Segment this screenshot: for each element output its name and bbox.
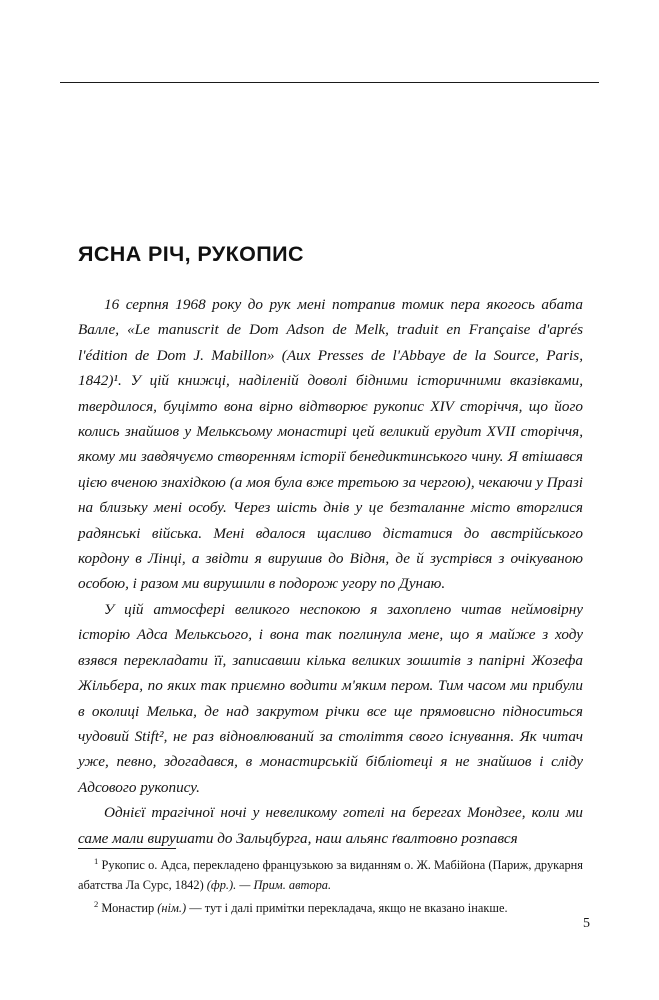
- footnote-2-italic: (нім.): [157, 901, 187, 916]
- footnote-1: [78, 856, 583, 895]
- footnote-1-marker: 1: [94, 855, 99, 866]
- footnote-1-text: Рукопис о. Адса, перекладено французькою за виданням о. Ж. Мабійона (Париж, друкарня абатства Ла Сурс, 1842): [78, 858, 583, 892]
- chapter-title: ЯСНА РІЧ, РУКОПИС: [78, 242, 304, 267]
- paragraph-3: Однієї трагічної ночі у невеликому готелі на берегах Мондзее, коли ми саме мали вирушати до Зальцбурга, наш альянс ґвалтовно розпався: [78, 804, 583, 847]
- page-number: 5: [583, 916, 590, 931]
- footnotes: [78, 856, 583, 923]
- paragraph-2: У цій атмосфері великого неспокою я захоплено читав неймовірну історію Адса Мельксього, і вона так поглинула мене, що я майже з ходу взявся перекладати її, записавши кілька великих зошитів з папірні Жозефа Жільбера, по яких так приємно водити м'яким пером. Тим часом ми прибули в околиці Мелька, де над закрутом річки все ще прямовисно підноситься чудовий Stift², не раз відновлюваний за століття свого існування. Як читач уже, певно, здогадався, в монастирській бібліотеці я не знайшов і сліду Адсового рукопису.: [78, 600, 583, 796]
- body-text: [78, 292, 583, 851]
- footnote-2-tail: — тут і далі примітки перекладача, якщо не вказано інакше.: [186, 901, 508, 916]
- footnote-2-text: Монастир: [101, 901, 158, 916]
- footnote-2-marker: 2: [94, 899, 99, 910]
- paragraph-1: 16 серпня 1968 року до рук мені потрапив томик пера якогось абата Валле, «Le manuscrit de Dom Adson de Melk, traduit en Française d'aprés l'édition de Dom J. Mabillon» (Aux Presses de l'Abbaye de la Source, Paris, 1842)¹. У цій книжці, наділеній доволі бідними історичними вказівками, твердилося, буцімто вона вірно відтворює рукопис XIV сторіччя, що його колись знайшов у Мельксьому монастирі цей великий ерудит XVII сторіччя, якому ми завдячуємо створенням історії бенедиктинського чину. Я втішався цією вченою знахідкою (а моя була вже третьою за чергою), чекаючи у Празі на близьку мені особу. Через шість днів у це безталанне місто вторглися радянські війська. Мені вдалося щасливо дістатися до австрійського кордону в Лінці, а звідти я вирушив до Відня, де й зустрівся з очікуваною особою, і разом ми вирушили в подорож угору по Дунаю.: [78, 296, 583, 593]
- footnote-separator-rule: [78, 848, 176, 849]
- footnote-1-italic: (фр.). — Прим. автора.: [206, 877, 332, 892]
- footnote-2: [78, 899, 583, 919]
- header-rule: [60, 82, 599, 83]
